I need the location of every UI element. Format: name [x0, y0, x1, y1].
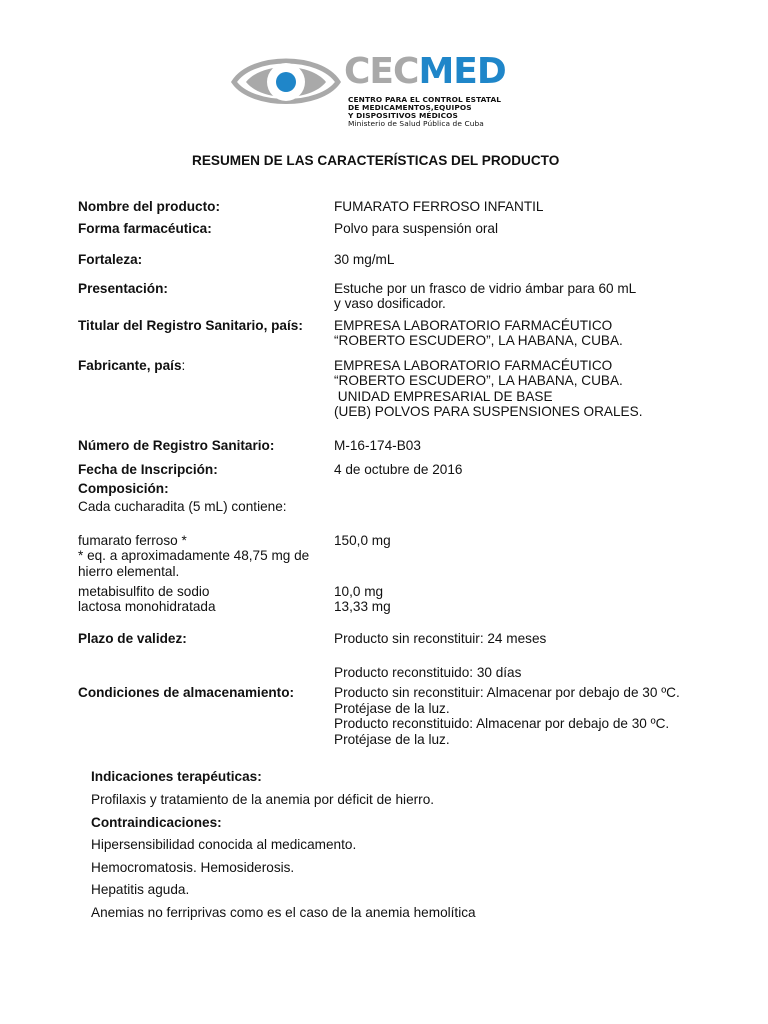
label-fortaleza: Fortaleza: [78, 252, 143, 267]
label-composicion: Composición: [78, 481, 169, 496]
value-condiciones-1: Producto sin reconstituir: Almacenar por debajo de 30 ºC. [334, 685, 680, 700]
label-nombre: Nombre del producto: [78, 199, 220, 214]
value-presentacion-2: y vaso dosificador. [334, 296, 446, 311]
label-titular: Titular del Registro Sanitario, país: [78, 318, 303, 333]
contraindicacion-item: Hipersensibilidad conocida al medicamento. [91, 837, 357, 852]
value-condiciones-3: Producto reconstituido: Almacenar por debajo de 30 ºC. [334, 716, 670, 731]
ingredient-amount-1: 150,0 mg [334, 533, 391, 548]
value-titular-1: EMPRESA LABORATORIO FARMACÉUTICO [334, 318, 613, 333]
logo-line-1: CENTRO PARA EL CONTROL ESTATAL [348, 95, 502, 104]
value-titular-2: “ROBERTO ESCUDERO”, LA HABANA, CUBA. [334, 333, 623, 348]
logo-line-3: Y DISPOSITIVOS MÉDICOS [348, 111, 458, 120]
contraindicacion-item: Anemias no ferriprivas como es el caso de la anemia hemolítica [91, 905, 476, 920]
logo-line-4: Ministerio de Salud Pública de Cuba [348, 119, 484, 128]
label-presentacion: Presentación: [78, 281, 168, 296]
cecmed-logo [230, 50, 505, 130]
value-nombre: FUMARATO FERROSO INFANTIL [334, 199, 544, 214]
value-fabricante-3: UNIDAD EMPRESARIAL DE BASE [334, 389, 553, 404]
value-presentacion-1: Estuche por un frasco de vidrio ámbar para 60 mL [334, 281, 637, 296]
value-fabricante-4: (UEB) POLVOS PARA SUSPENSIONES ORALES. [334, 404, 643, 419]
value-condiciones-4: Protéjase de la luz. [334, 732, 450, 747]
value-numero-registro: M-16-174-B03 [334, 438, 421, 453]
value-plazo-2: Producto reconstituido: 30 días [334, 665, 522, 680]
ingredient-name-1: fumarato ferroso * [78, 533, 187, 548]
ingredient-amount-3: 13,33 mg [334, 599, 391, 614]
value-forma: Polvo para suspensión oral [334, 221, 498, 236]
footnote-line-2: hierro elemental. [78, 564, 180, 579]
label-numero-registro: Número de Registro Sanitario: [78, 438, 275, 453]
label-forma: Forma farmacéutica: [78, 221, 212, 236]
contraindicacion-item: Hepatitis aguda. [91, 882, 190, 897]
value-plazo-1: Producto sin reconstituir: 24 meses [334, 631, 547, 646]
ingredient-name-3: lactosa monohidratada [78, 599, 216, 614]
label-fecha: Fecha de Inscripción: [78, 462, 218, 477]
logo-wordmark: CECMED [344, 51, 506, 92]
indicaciones-heading: Indicaciones terapéuticas: [91, 769, 262, 784]
label-fabricante: Fabricante, país: [78, 358, 186, 373]
document-title: RESUMEN DE LAS CARACTERÍSTICAS DEL PRODUCTO [192, 153, 560, 168]
value-fabricante-1: EMPRESA LABORATORIO FARMACÉUTICO [334, 358, 613, 373]
contraindicaciones-heading: Contraindicaciones: [91, 815, 222, 830]
contraindicacion-item: Hemocromatosis. Hemosiderosis. [91, 860, 295, 875]
label-plazo: Plazo de validez: [78, 631, 187, 646]
eye-icon [230, 50, 342, 112]
composicion-intro: Cada cucharadita (5 mL) contiene: [78, 499, 287, 514]
ingredient-name-2: metabisulfito de sodio [78, 584, 210, 599]
footnote-line-1: * eq. a aproximadamente 48,75 mg de [78, 548, 310, 563]
logo-line-2: DE MEDICAMENTOS,EQUIPOS [348, 103, 472, 112]
value-fecha: 4 de octubre de 2016 [334, 462, 463, 477]
label-condiciones: Condiciones de almacenamiento: [78, 685, 295, 700]
value-fortaleza: 30 mg/mL [334, 252, 395, 267]
value-condiciones-2: Protéjase de la luz. [334, 701, 450, 716]
ingredient-amount-2: 10,0 mg [334, 584, 384, 599]
indicaciones-text: Profilaxis y tratamiento de la anemia por déficit de hierro. [91, 792, 435, 807]
value-fabricante-2: “ROBERTO ESCUDERO”, LA HABANA, CUBA. [334, 373, 623, 388]
